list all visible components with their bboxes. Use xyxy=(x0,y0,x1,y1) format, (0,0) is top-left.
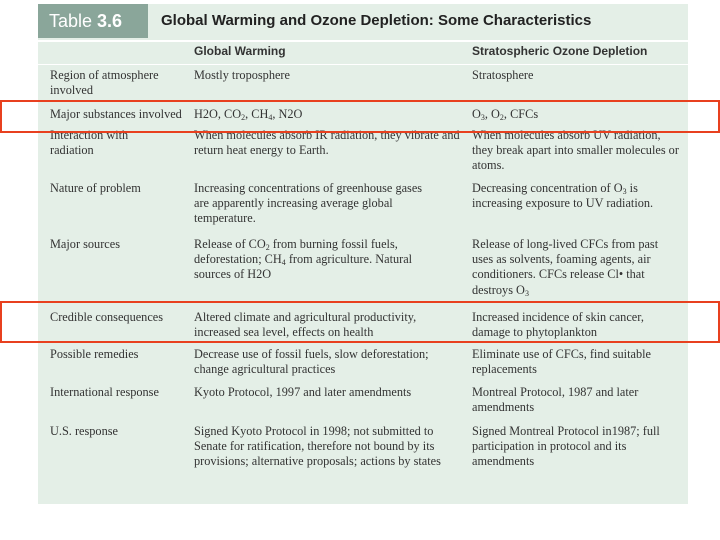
row-topic: Major substances involved xyxy=(50,107,182,121)
row-ozone: Stratosphere xyxy=(472,68,534,82)
row-warming: Release of $CO_2$ from burning fossil fuels, deforestation; $CH_4$ from agriculture. Natural sources of H2O xyxy=(194,237,413,282)
row-warming: Mostly troposphere xyxy=(194,68,290,82)
row-topic: Credible consequences xyxy=(50,310,164,324)
row-warming: Increasing concentrations of greenhouse gases are apparently increasing average global temperature. xyxy=(194,181,423,226)
row-ozone: $O_3$, $O_2$, CFCs xyxy=(472,107,539,122)
row-topic: Region of atmosphere involved xyxy=(50,68,159,98)
column-header-global-warming: Global Warming xyxy=(194,44,286,58)
row-ozone: Signed Montreal Protocol in1987; full participation in protocol and its amendments xyxy=(472,424,660,469)
table-title: Global Warming and Ozone Depletion: Some Characteristics xyxy=(161,12,592,29)
table-label: Table 3.6 xyxy=(38,4,148,38)
row-ozone: When molecules absorb UV radiation, they break apart into smaller molecules or atoms. xyxy=(472,128,679,173)
row-warming: Decrease use of fossil fuels, slow deforestation; change agricultural practices xyxy=(194,347,429,377)
row-topic: U.S. response xyxy=(50,424,118,438)
header-divider xyxy=(38,64,688,65)
title-divider xyxy=(38,40,688,42)
row-warming: H2O, $CO_2$, $CH_4$, N2O xyxy=(194,107,303,122)
row-warming: Kyoto Protocol, 1997 and later amendments xyxy=(194,385,412,399)
row-ozone: Increased incidence of skin cancer, damage to phytoplankton xyxy=(472,310,644,340)
row-ozone: Eliminate use of CFCs, find suitable replacements xyxy=(472,347,651,377)
row-topic: Interaction with radiation xyxy=(50,128,129,158)
row-warming: When molecules absorb IR radiation, they vibrate and return heat energy to Earth. xyxy=(194,128,460,158)
row-ozone: Decreasing concentration of $O_3$ is increasing exposure to UV radiation. xyxy=(472,181,654,211)
row-topic: International response xyxy=(50,385,159,399)
row-warming: Altered climate and agricultural productivity, increased sea level, effects on health xyxy=(194,310,417,340)
column-header-ozone-depletion: Stratospheric Ozone Depletion xyxy=(472,44,648,58)
row-warming: Signed Kyoto Protocol in 1998; not submitted to Senate for ratification, therefore not bound by its provisions; alternative proposals; actions by states xyxy=(194,424,441,469)
row-topic: Nature of problem xyxy=(50,181,141,195)
row-ozone: Release of long-lived CFCs from past uses as solvents, foaming agents, air conditioners. CFCs release Cl• that destroys $O_3$ xyxy=(472,237,659,298)
row-topic: Major sources xyxy=(50,237,121,251)
row-topic: Possible remedies xyxy=(50,347,139,361)
row-ozone: Montreal Protocol, 1987 and later amendments xyxy=(472,385,639,415)
data-table xyxy=(38,4,688,504)
